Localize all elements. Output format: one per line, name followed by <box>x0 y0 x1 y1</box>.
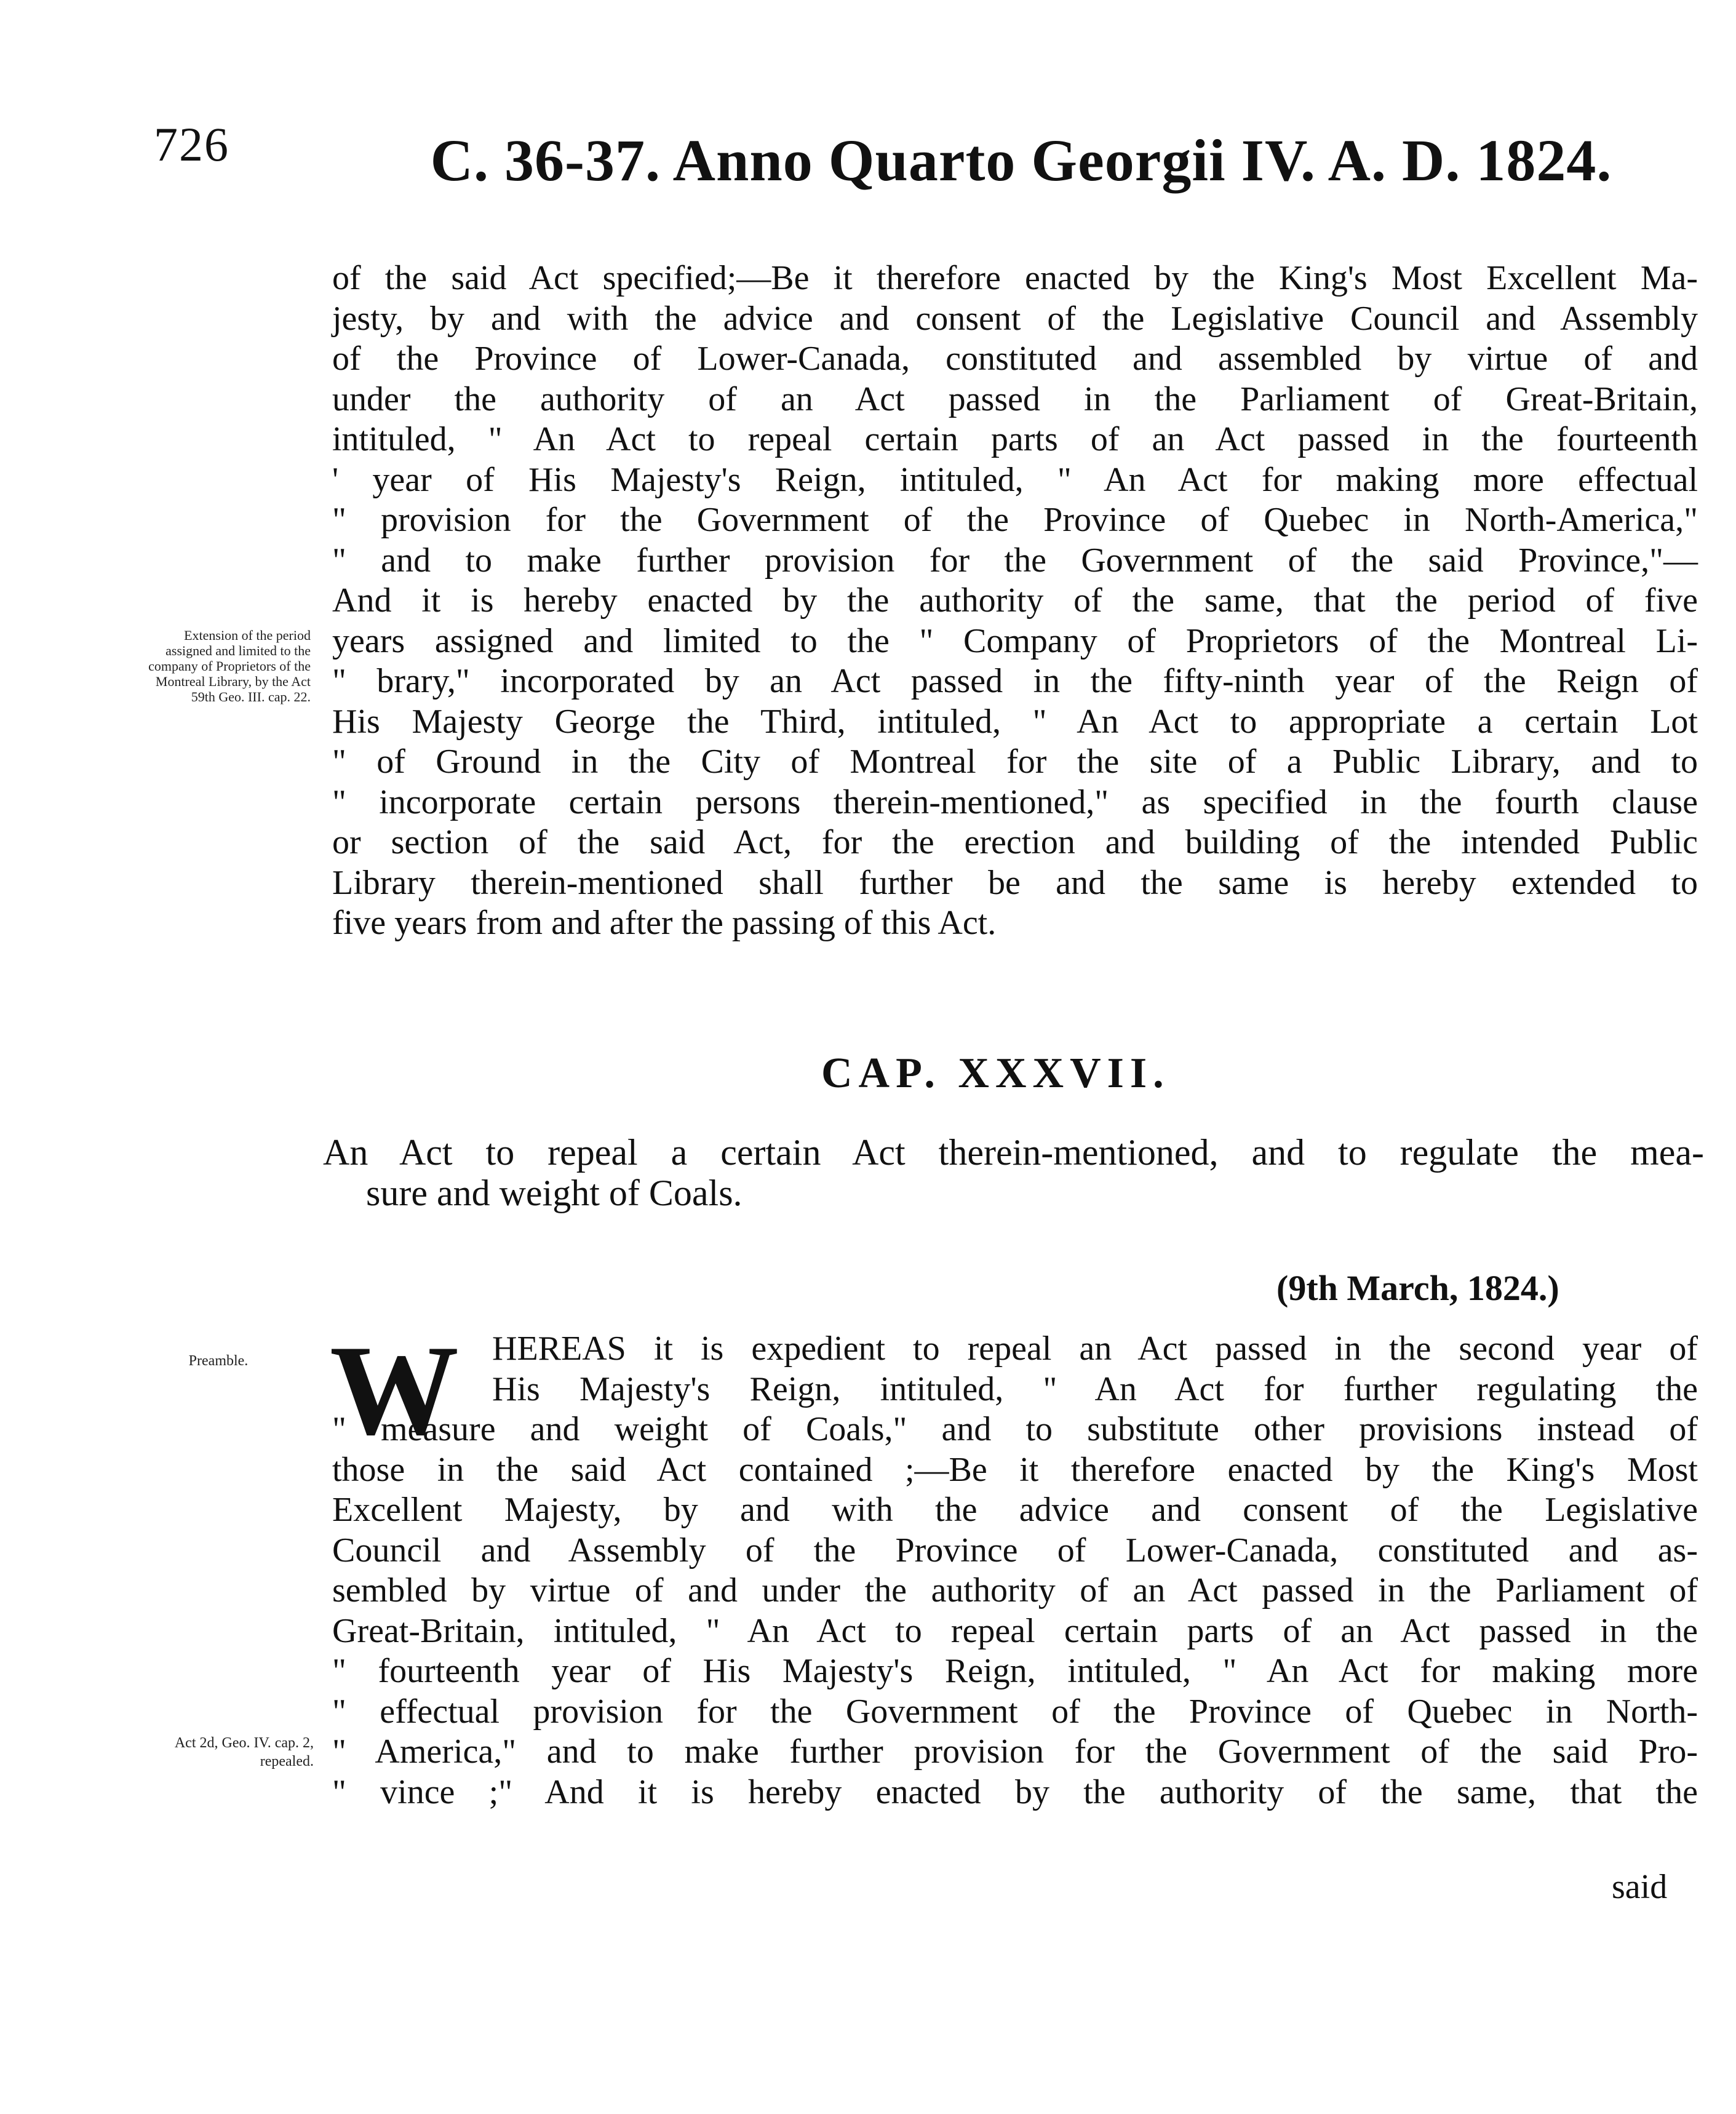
text-line: of the said Act specified;—Be it therefore enacted by the King's Most Excellent Ma- <box>332 259 1698 297</box>
text-line: Excellent Majesty, by and with the advice and consent of the Legislative <box>332 1491 1698 1529</box>
text-line: HEREAS it is expedient to repeal an Act passed in the second year of <box>492 1330 1698 1368</box>
margin-note-preamble: Preamble. <box>188 1353 249 1369</box>
text-line: of the Province of Lower-Canada, constituted and assembled by virtue of and <box>332 340 1698 378</box>
text-line: five years from and after the passing of this Act. <box>332 904 997 942</box>
text-line: " incorporate certain persons therein-mentioned," as specified in the fourth clause <box>332 783 1698 821</box>
act-date: (9th March, 1824.) <box>1276 1268 1559 1308</box>
text-line: His Majesty's Reign, intituled, " An Act for further regulating the <box>492 1370 1698 1408</box>
section-2-text <box>330 1319 1698 1813</box>
text-line: or section of the said Act, for the erection and building of the intended Public <box>332 823 1698 861</box>
text-line: " provision for the Government of the Province of Quebec in North-America," <box>332 501 1698 539</box>
text-line: Library therein-mentioned shall further be and the same is hereby extended to <box>332 863 1698 902</box>
text-line: under the authority of an Act passed in the Parliament of Great-Britain, <box>332 380 1698 418</box>
section-1-text <box>332 258 1698 944</box>
text-line: jesty, by and with the advice and consent of the Legislative Council and Assembly <box>332 299 1698 338</box>
chapter-heading: CAP. XXXVII. <box>821 1050 1170 1097</box>
catch-word: said <box>1612 1868 1668 1906</box>
act-title <box>323 1132 1704 1213</box>
text-line: " brary," incorporated by an Act passed in the fifty-ninth year of the Reign of <box>332 662 1698 700</box>
text-line: Great-Britain, intituled, " An Act to repeal certain parts of an Act passed in the <box>332 1611 1698 1650</box>
margin-note-repeal: Act 2d, Geo. IV. cap. 2, repealed. <box>174 1735 314 1769</box>
text-line: intituled, " An Act to repeal certain parts of an Act passed in the fourteenth <box>332 420 1698 458</box>
text-line: those in the said Act contained ;—Be it therefore enacted by the King's Most <box>332 1450 1698 1489</box>
text-line: " and to make further provision for the Government of the said Province,"— <box>332 541 1698 580</box>
text-line: years assigned and limited to the " Company of Proprietors of the Montreal Li- <box>332 621 1698 660</box>
text-line: " vince ;" And it is hereby enacted by the authority of the same, that the <box>332 1773 1698 1811</box>
text-line: " measure and weight of Coals," and to substitute other provisions instead of <box>332 1410 1698 1448</box>
text-line: " of Ground in the City of Montreal for the site of a Public Library, and to <box>332 743 1698 781</box>
act-title-line: An Act to repeal a certain Act therein-mentioned, and to regulate the mea- <box>323 1132 1704 1173</box>
drop-cap: W <box>330 1319 459 1462</box>
margin-note-extension: Extension of the period assigned and limited to the company of Proprietors of the Montreal Library, by the Act 59th Geo. III. cap. 22. <box>148 628 311 704</box>
act-title-line: sure and weight of Coals. <box>366 1173 743 1213</box>
text-line: " America," and to make further provision for the Government of the said Pro- <box>332 1733 1698 1771</box>
page-number: 726 <box>154 118 229 171</box>
text-line: " effectual provision for the Government of the Province of Quebec in North- <box>332 1692 1698 1731</box>
text-line: Council and Assembly of the Province of Lower-Canada, constituted and as- <box>332 1531 1698 1570</box>
text-line: " fourteenth year of His Majesty's Reign, intituled, " An Act for making more <box>332 1652 1698 1690</box>
text-line: His Majesty George the Third, intituled, " An Act to appropriate a certain Lot <box>332 702 1698 741</box>
text-line: sembled by virtue of and under the authority of an Act passed in the Parliament of <box>332 1571 1698 1609</box>
running-title: C. 36-37. Anno Quarto Georgii IV. A. D. 1824. <box>430 127 1612 193</box>
text-line: And it is hereby enacted by the authority of the same, that the period of five <box>332 581 1698 620</box>
text-line: ' year of His Majesty's Reign, intituled, " An Act for making more effectual <box>332 460 1698 499</box>
